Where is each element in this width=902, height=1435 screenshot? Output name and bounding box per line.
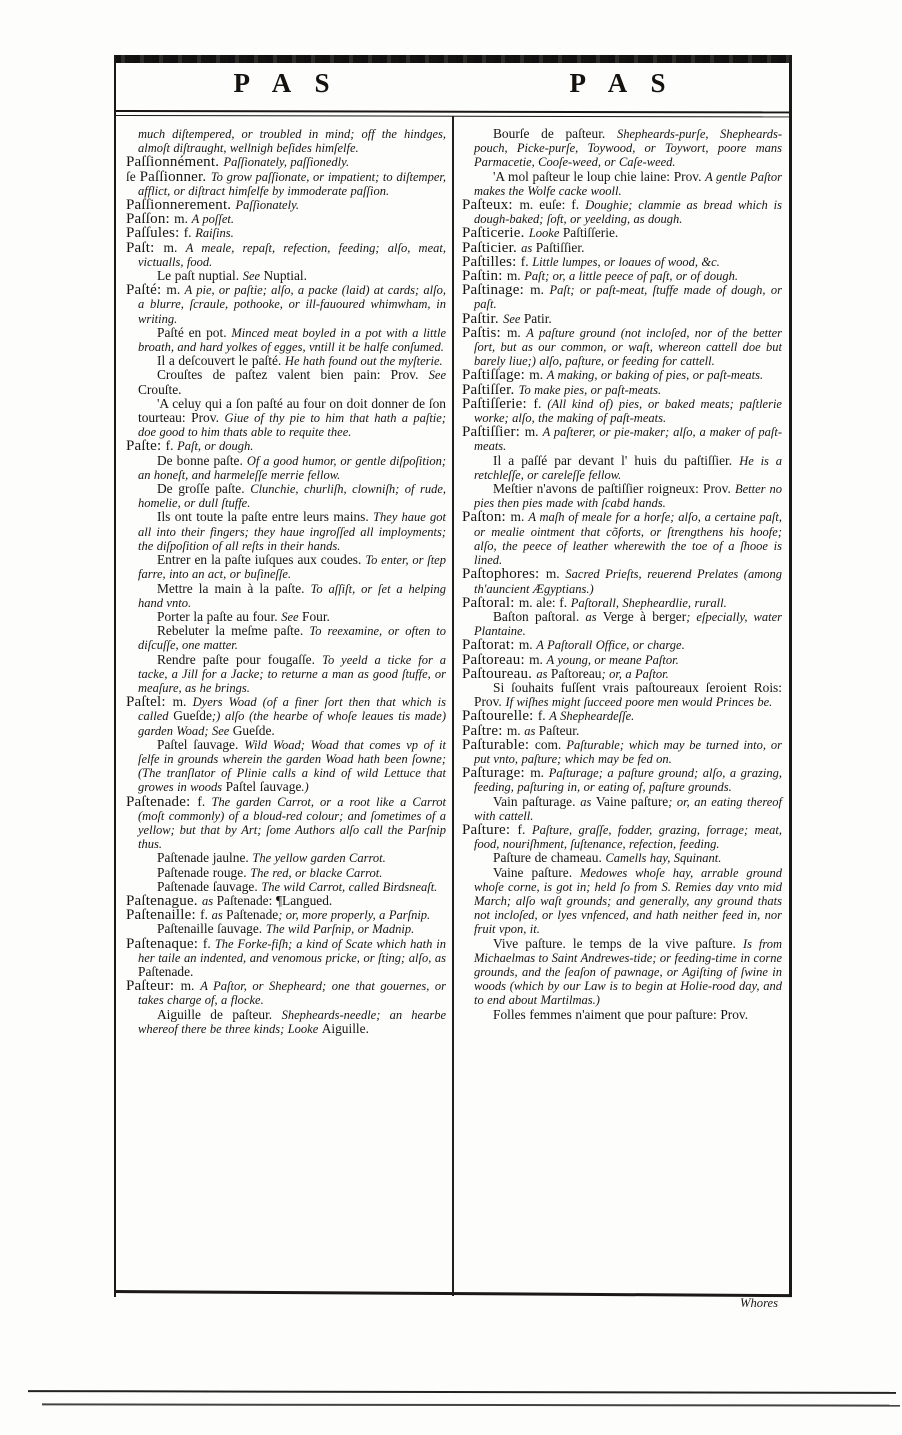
dictionary-entry bbox=[126, 354, 446, 368]
dictionary-entry bbox=[126, 482, 446, 510]
headword: Paſturage: bbox=[462, 765, 531, 782]
dictionary-entry bbox=[126, 439, 446, 453]
phrase-text: De groſſe paſte. bbox=[157, 481, 251, 497]
gloss-text: Little lumpes, or loaues of wood, &c. bbox=[532, 254, 720, 269]
running-head-left: P A S bbox=[233, 68, 339, 98]
headword: Paſtel: bbox=[126, 694, 173, 711]
gloss-text: as bbox=[524, 723, 539, 738]
phrase-text: m. bbox=[506, 324, 527, 340]
gloss-text: The Forke-fiſh; a kind of Scate which hath in her taile an indented, and venomous pricke, or ſting; alſo, as bbox=[138, 936, 446, 965]
dictionary-entry bbox=[126, 851, 446, 865]
gloss-text: Minced meat boyled in a pot with a little broath, and hard yolkes of egges, vntill it be halfe conſumed. bbox=[138, 325, 446, 355]
phrase-text: f. bbox=[165, 438, 178, 454]
phrase-text: Aiguille. bbox=[321, 1020, 369, 1036]
phrase-text: m. euſe: f. bbox=[519, 197, 586, 213]
phrase-text: f. bbox=[517, 821, 532, 837]
phrase-text: m. bbox=[174, 211, 192, 227]
gloss-text: A Paſtorall Office, or charge. bbox=[536, 638, 685, 653]
dictionary-entry bbox=[126, 738, 446, 795]
headword: Paſtiſſerie: bbox=[462, 395, 534, 412]
dictionary-entry bbox=[126, 397, 446, 440]
scan-edge-line bbox=[28, 1390, 896, 1394]
phrase-text: m. bbox=[529, 367, 547, 383]
dictionary-entry bbox=[126, 624, 446, 652]
dictionary-entry bbox=[126, 894, 446, 908]
dictionary-entry bbox=[462, 383, 782, 397]
phrase-text: f. bbox=[200, 907, 212, 923]
gloss-text: Wild Woad; Woad that comes vp of it ſelfe in grounds wherein the garden Woad hath been ſowne; (The tranſlator of Plinie calls a kind of wild Lettuce that growes in woods bbox=[138, 737, 446, 795]
dictionary-entry bbox=[126, 582, 446, 610]
gloss-text: He hath found out the myſterie. bbox=[284, 354, 443, 369]
dictionary-entry bbox=[462, 454, 782, 482]
gloss-text: A paſterer, or pie-maker; alſo, a maker of paſt-meats. bbox=[474, 425, 782, 454]
page-border-left bbox=[114, 55, 116, 1297]
dictionary-entry bbox=[462, 610, 782, 638]
phrase-text: Ils ont toute la paſte entre leurs mains. bbox=[157, 509, 374, 525]
gloss-text: They haue got all into their fingers; they haue ingroſſed all imployments; the diſpoſition of all reſts in their hands. bbox=[138, 510, 446, 553]
phrase-text: m. bbox=[530, 282, 550, 298]
phrase-text: De bonne paſte. bbox=[157, 452, 247, 468]
dictionary-entry bbox=[462, 127, 782, 170]
headword: Paſtis: bbox=[462, 324, 507, 341]
dictionary-entry bbox=[126, 610, 446, 624]
phrase-text: Paſture de chameau. bbox=[493, 850, 606, 866]
headword: Paſte: bbox=[126, 438, 166, 455]
dictionary-entry bbox=[462, 283, 782, 311]
dictionary-entry bbox=[126, 127, 446, 155]
dictionary-entry bbox=[462, 724, 782, 738]
phrase-text: f. bbox=[537, 708, 550, 724]
phrase-text: 'A mol paſteur le loup chie laine: Prov. bbox=[493, 168, 706, 184]
headword: Paſtoreau: bbox=[462, 651, 530, 668]
phrase-text: m. bbox=[506, 268, 525, 284]
phrase-text: Paſtenaille ſauvage. bbox=[157, 921, 266, 937]
catchword: Whores bbox=[739, 1296, 778, 1310]
phrase-text: Vaine paſture. bbox=[493, 864, 581, 880]
gloss-text: Better no pies then pies made with ſcabd hands. bbox=[474, 482, 783, 511]
gloss-text: .) bbox=[301, 780, 309, 795]
gloss-text: Shepheards-needle; an hearbe whereof there be three kinds; Looke bbox=[138, 1007, 446, 1036]
phrase-text: f. bbox=[202, 935, 215, 951]
dictionary-entry bbox=[126, 1008, 446, 1036]
phrase-text: Paſtenade ſauvage. bbox=[157, 878, 262, 894]
phrase-text: Paſtenade bbox=[226, 907, 279, 923]
gloss-text: The wild Carrot, called Birdsneaſt. bbox=[261, 879, 438, 894]
gloss-text: A gentle Paſtor makes the Wolfe cacke wooll. bbox=[474, 169, 783, 198]
phrase-text: com. bbox=[534, 736, 567, 752]
dictionary-entry bbox=[462, 510, 782, 567]
headword: Paſtenade: bbox=[126, 793, 198, 810]
phrase-text: m. bbox=[510, 509, 529, 525]
gloss-text: ; or, more properly, a Parſnip. bbox=[278, 908, 431, 923]
phrase-text: Paſté en pot. bbox=[157, 324, 232, 340]
gloss-text: as bbox=[521, 240, 536, 255]
headword: Paſtir. bbox=[462, 310, 504, 327]
column-divider bbox=[452, 116, 454, 1296]
dictionary-entry bbox=[126, 241, 446, 269]
phrase-text: Paſtenade. bbox=[138, 963, 194, 979]
headword: Paſticier. bbox=[462, 239, 522, 256]
gloss-text: If wiſhes might ſucceed poore men would Princes be. bbox=[505, 695, 773, 710]
scan-edge-line bbox=[42, 1403, 900, 1406]
gloss-text: Looke bbox=[528, 226, 563, 241]
dictionary-entry bbox=[126, 922, 446, 936]
phrase-text: Paſtoreau bbox=[550, 665, 602, 681]
headword: Paſtourelle: bbox=[462, 708, 538, 725]
gloss-text: as bbox=[580, 794, 596, 809]
dictionary-entry bbox=[126, 198, 446, 212]
dictionary-entry bbox=[462, 766, 782, 794]
phrase-text: f. bbox=[197, 793, 212, 809]
phrase-text: Si ſouhaits fuſſent vrais paſtoureaux ſeroient Rois: Prov. bbox=[474, 679, 782, 710]
gloss-text: Paſture, graſſe, fodder, grazing, forrage; meat, food, nouriſhment, ſuſtenance, refection, feeding. bbox=[474, 822, 782, 852]
headword: Paſteux: bbox=[462, 197, 520, 214]
dictionary-entry bbox=[126, 866, 446, 880]
dictionary-entry bbox=[462, 567, 782, 595]
dictionary-entry bbox=[462, 851, 782, 865]
dictionary-entry bbox=[126, 170, 446, 198]
phrase-text: Patir. bbox=[523, 310, 552, 326]
phrase-text: m. bbox=[529, 651, 547, 667]
gloss-text: Paſt; or paſt-meat, ſtuffe made of dough, or paſt. bbox=[474, 283, 782, 312]
phrase-text: Paſtiſſerie. bbox=[562, 225, 619, 241]
dictionary-entry bbox=[462, 326, 782, 369]
gloss-text: A Shepheardeſſe. bbox=[549, 709, 635, 724]
phrase-text: Paſtel ſauvage bbox=[225, 779, 302, 795]
gloss-text: (All kind of) pies, or baked meats; paſtlerie worke; alſo, the making of paſt-meats. bbox=[474, 396, 782, 426]
phrase-text: Nuptial. bbox=[263, 268, 307, 284]
phrase-text: Gueſde. bbox=[232, 722, 275, 738]
phrase-text: m. bbox=[163, 239, 186, 255]
headword: Paſſionner. bbox=[139, 168, 211, 185]
headword: Paſtilles: bbox=[462, 253, 521, 270]
phrase-text: Paſteur. bbox=[538, 722, 580, 738]
gloss-text: as bbox=[536, 666, 551, 681]
headword: Paſſules: bbox=[126, 225, 184, 242]
headword: Paſſionnément. bbox=[126, 154, 224, 171]
dictionary-entry bbox=[462, 269, 782, 283]
running-head-right: P A S bbox=[569, 68, 675, 98]
dictionary-entry bbox=[126, 937, 446, 980]
headword: Paſtinage: bbox=[462, 282, 531, 299]
phrase-text: Vain paſturage. bbox=[493, 793, 581, 809]
gloss-text: Clunchie, churliſh, clowniſh; of rude, homelie, or dull ſtuffe. bbox=[138, 482, 446, 511]
gloss-text: The wild Parſnip, or Madnip. bbox=[265, 922, 415, 937]
dictionary-entry bbox=[462, 738, 782, 766]
gloss-text: Medowes whoſe hay, arrable ground whoſe corne, is got in; held ſo from S. Remies day vnto mid March; alſo waſt grounds; and generally, any ground thats not incloſed, or lyes vnfenced, and hath neither feed in, nor fruit vpon, it. bbox=[474, 865, 783, 937]
gloss-text: Giue of thy pie to him that hath a paſtie; doe good to him thats able to requite thee. bbox=[138, 411, 446, 440]
dictionary-entry bbox=[126, 695, 446, 738]
gloss-text: To reexamine, or often to diſcuſſe, one matter. bbox=[138, 624, 446, 653]
phrase-text: Vaine paſture bbox=[595, 793, 669, 809]
headword: Paſteur: bbox=[126, 978, 181, 995]
phrase-text: Folles femmes n'aiment que pour paſture: Prov. bbox=[493, 1006, 749, 1022]
dictionary-entry bbox=[462, 667, 782, 681]
gloss-text: A young, or meane Paſtor. bbox=[546, 652, 679, 667]
dictionary-entry bbox=[126, 979, 446, 1007]
phrase-text: 'A celuy qui a ſon paſté au four on doit donner de ſon tourteau: Prov. bbox=[138, 395, 446, 426]
left-column bbox=[126, 127, 446, 1036]
gloss-text: A Paſtor, or Shepheard; one that gouernes, or takes charge of, a flocke. bbox=[138, 979, 446, 1008]
headword: Paſtoureau. bbox=[462, 665, 537, 682]
gloss-text: Paſſionately. bbox=[235, 198, 300, 213]
phrase-text: f. bbox=[183, 225, 196, 241]
gloss-text: Sacred Prieſts, reuerend Prelates (among th'auncient Ægyptians.) bbox=[474, 567, 782, 596]
gloss-text: A pie, or paſtie; alſo, a packe (laid) at cards; alſo, a blurre, ſcraule, pothooke, or ill-fauoured whimwham, in writing. bbox=[138, 283, 446, 326]
dictionary-entry bbox=[462, 681, 782, 709]
gloss-text: A meale, repaſt, refection, feeding; alſo, meat, victualls, food. bbox=[138, 240, 446, 269]
phrase-text: m. bbox=[518, 637, 537, 653]
phrase-text: m. bbox=[166, 282, 185, 298]
dictionary-entry bbox=[126, 553, 446, 581]
dictionary-entry bbox=[462, 241, 782, 255]
phrase-text: Four. bbox=[302, 608, 330, 624]
gloss-text: much diſtempered, or troubled in mind; off the hindges, almoſt diſtraught, wellnigh beſides himſelfe. bbox=[138, 127, 446, 156]
gloss-text: Dyers Woad (of a finer ſort then that which is called bbox=[138, 695, 446, 724]
phrase-text: Le paſt nuptial. bbox=[157, 268, 243, 284]
gloss-text: Paſtorall, Shepheardlie, rurall. bbox=[570, 595, 727, 610]
dictionary-entry bbox=[462, 866, 782, 937]
headword: Paſturable: bbox=[462, 736, 535, 753]
phrase-text: f. bbox=[533, 395, 548, 411]
headword: Paſtoral: bbox=[462, 594, 519, 611]
gloss-text: He is a retchleſſe, or careleſſe fellow. bbox=[474, 453, 782, 482]
headword: Paſtiſſage: bbox=[462, 367, 530, 384]
dictionary-entry bbox=[462, 226, 782, 240]
gloss-text: Paſt; or, a little peece of paſt, or of dough. bbox=[524, 269, 739, 284]
phrase-text: ſe bbox=[126, 168, 140, 184]
gloss-text: A paſture ground (not incloſed, nor of the better ſort, but as our common, or waſt, whereon cattell doe but barely liue;) alſo, paſture, or feeding for cattell. bbox=[474, 325, 782, 369]
dictionary-entry bbox=[126, 454, 446, 482]
phrase-text: m. bbox=[180, 978, 201, 994]
gloss-text: Paſturable; which may be turned into, or put vnto, paſture; which may be fed on. bbox=[474, 737, 782, 766]
phrase-text: Crouſtes de paſtez valent bien pain: Prov. bbox=[157, 367, 429, 383]
phrase-text: Il a deſcouvert le paſté. bbox=[157, 353, 285, 369]
headword: Paſſionnerement. bbox=[126, 197, 236, 214]
dictionary-entry bbox=[126, 326, 446, 354]
gloss-text: Is from Michaelmas to Saint Andrewes-tide; or feeding-time in corne grounds, and the ſeaſon of pawnage, or Agiſting of ſwine in woods (which by our Law is to begin at Holie-rood day, and to end about Martilmas.) bbox=[474, 936, 782, 1008]
headword: Paſton: bbox=[462, 509, 511, 526]
headword: Paſtiſſer. bbox=[462, 381, 519, 398]
headword: Paſtin: bbox=[462, 268, 507, 285]
phrase-text: Rendre paſte pour fougaſſe. bbox=[157, 651, 323, 667]
gloss-text: A maſh of meale for a horſe; alſo, a certaine paſt, or mealie ointment that cõforts, or ſtrengthens his hoofe; alſo, the peece of leather wherewith the toe of a ſhooe is lined. bbox=[474, 510, 782, 568]
page-border-right bbox=[789, 55, 792, 1297]
dictionary-entry bbox=[462, 823, 782, 851]
phrase-text: m. bbox=[524, 424, 543, 440]
dictionary-entry bbox=[462, 596, 782, 610]
gloss-text: See bbox=[242, 269, 264, 284]
headword: Paſture: bbox=[462, 821, 518, 838]
phrase-text: Mettre la main à la paſte. bbox=[157, 580, 311, 596]
dictionary-entry bbox=[462, 937, 782, 1008]
gloss-text: A making, or baking of pies, or paſt-meats. bbox=[546, 368, 764, 383]
gloss-text: ; or, an eating thereof with cattell. bbox=[474, 794, 782, 823]
headword: Paſtorat: bbox=[462, 637, 519, 654]
phrase-text: Il a paſſé par devant l' huis du paſtiſſier. bbox=[493, 452, 740, 468]
gloss-text: Paſturage; a paſture ground; alſo, a grazing, feeding, paſturing in, or eating of, paſture grounds. bbox=[474, 766, 782, 795]
gloss-text: See bbox=[428, 368, 446, 383]
gloss-text: ; or, a Paſtor. bbox=[601, 666, 669, 681]
dictionary-entry bbox=[126, 510, 446, 553]
phrase-text: m. bbox=[172, 694, 193, 710]
gloss-text: To make pies, or paſt-meats. bbox=[518, 382, 662, 397]
headword: Paſtenaque: bbox=[126, 935, 203, 952]
gloss-text: Paſſionately, paſſionedly. bbox=[223, 155, 350, 170]
gloss-text: Paſt, or dough. bbox=[177, 439, 254, 454]
gloss-text: Camells hay, Squinant. bbox=[605, 851, 722, 866]
gloss-text: Doughie; clammie as bread which is dough-baked; ſoft, or yeelding, as dough. bbox=[474, 198, 782, 227]
dictionary-entry bbox=[126, 368, 446, 396]
gloss-text: The red, or blacke Carrot. bbox=[250, 865, 383, 880]
dictionary-entry bbox=[462, 397, 782, 425]
dictionary-entry bbox=[462, 1008, 782, 1022]
gloss-text: A poſſet. bbox=[191, 212, 235, 227]
dictionary-entry bbox=[126, 795, 446, 852]
phrase-text: m. ale: f. bbox=[518, 594, 571, 610]
phrase-text: Entrer en la paſte iuſques aux coudes. bbox=[157, 552, 366, 568]
phrase-text: m. bbox=[506, 722, 525, 738]
dictionary-entry bbox=[126, 226, 446, 240]
page-top-rule bbox=[114, 55, 792, 63]
phrase-text: Aiguille de paſteur. bbox=[157, 1006, 282, 1022]
gloss-text: The yellow garden Carrot. bbox=[252, 851, 386, 866]
gloss-text: as bbox=[211, 908, 227, 923]
phrase-text: Paſtiſſier. bbox=[535, 239, 585, 255]
dictionary-entry bbox=[462, 638, 782, 652]
phrase-text: Crouſte. bbox=[138, 381, 182, 397]
dictionary-entry bbox=[126, 653, 446, 696]
headword: Paſtophores: bbox=[462, 566, 546, 583]
dictionary-entry bbox=[462, 653, 782, 667]
dictionary-entry bbox=[462, 312, 782, 326]
dictionary-entry bbox=[462, 482, 782, 510]
phrase-text: Meſtier n'avons de paſtiſſier roigneux: Prov. bbox=[493, 481, 735, 497]
headword: Paſtenaille: bbox=[126, 907, 201, 924]
dictionary-entry bbox=[462, 425, 782, 453]
dictionary-entry bbox=[462, 198, 782, 226]
headword: Paſt: bbox=[126, 239, 164, 256]
dictionary-entry bbox=[462, 170, 782, 198]
dictionary-entry bbox=[462, 255, 782, 269]
gloss-text: To grow paſſionate, or impatient; to diſtemper, afflict, or diſtract himſelfe by immoderate paſſion. bbox=[138, 169, 446, 198]
dictionary-entry bbox=[126, 283, 446, 326]
phrase-text: m. bbox=[530, 765, 549, 781]
phrase-text: Paſtenade: ¶Langued. bbox=[216, 892, 333, 908]
phrase-text: Rebeluter la meſme paſte. bbox=[157, 623, 310, 639]
dictionary-entry bbox=[126, 880, 446, 894]
phrase-text: Gueſde bbox=[173, 708, 212, 724]
phrase-text: m. bbox=[545, 566, 566, 582]
headword: Paſſon: bbox=[126, 211, 175, 228]
dictionary-entry bbox=[462, 709, 782, 723]
phrase-text: Verge à berger bbox=[602, 608, 687, 624]
gloss-text: Shepheards-purſe, Shepheards-pouch, Picke-purſe, Toywood, or Toywort, poore mans Parmacetie, Cooſe-weed, or Caſe-weed. bbox=[474, 127, 783, 170]
phrase-text: Porter la paſte au four. bbox=[157, 608, 282, 624]
gloss-text: See bbox=[503, 311, 524, 326]
phrase-text: f. bbox=[520, 253, 533, 269]
gloss-text: See bbox=[281, 609, 302, 624]
dictionary-entry bbox=[462, 368, 782, 382]
dictionary-entry bbox=[126, 269, 446, 283]
phrase-text: Vive paſture. le temps de la vive paſture. bbox=[493, 935, 743, 951]
phrase-text: Paſtenade jaulne. bbox=[157, 850, 253, 866]
headword: Paſticerie. bbox=[462, 225, 529, 242]
phrase-text: Paſtenade rouge. bbox=[157, 864, 251, 880]
gloss-text: ; eſpecially, water Plantaine. bbox=[474, 609, 782, 639]
gloss-text: The garden Carrot, or a root like a Carrot (moſt commonly) of a bloud-red colour; and ſometimes of a yellow; but that by Art; ſome Authors alſo call the Parſnip thus. bbox=[138, 794, 446, 852]
gloss-text: Of a good humor, or gentle diſpoſition; an honeſt, and harmeleſſe merrie fellow. bbox=[138, 453, 446, 482]
phrase-text: Paſtel ſauvage. bbox=[157, 736, 245, 752]
headword: Paſtenague. bbox=[126, 892, 203, 909]
gloss-text: ;) alſo (the hearbe of whoſe leaues tis made) garden Woad; See bbox=[138, 709, 446, 738]
dictionary-entry bbox=[462, 795, 782, 823]
phrase-text: Bourſe de paſteur. bbox=[493, 126, 617, 141]
dictionary-entry bbox=[126, 155, 446, 169]
gloss-text: To yeeld a ticke for a tacke, a Jill for a Jacke; to returne a man as good ſtuffe, or meaſure, as he brings. bbox=[138, 652, 447, 695]
gloss-text: as bbox=[202, 893, 217, 908]
gloss-text: as bbox=[585, 609, 603, 624]
headword: Paſté: bbox=[126, 282, 167, 299]
gloss-text: To aſſiſt, or ſet a helping hand vnto. bbox=[138, 581, 446, 610]
headword: Paſtiſſier: bbox=[462, 424, 525, 441]
phrase-text: Baſton paſtoral. bbox=[493, 608, 586, 624]
gloss-text: To enter, or ſtep farre, into an act, or buſineſſe. bbox=[138, 553, 446, 582]
gloss-text: Raiſins. bbox=[195, 226, 234, 241]
dictionary-entry bbox=[126, 212, 446, 226]
dictionary-entry bbox=[126, 908, 446, 922]
right-column bbox=[462, 127, 782, 1022]
headword: Paſtre: bbox=[462, 722, 507, 739]
